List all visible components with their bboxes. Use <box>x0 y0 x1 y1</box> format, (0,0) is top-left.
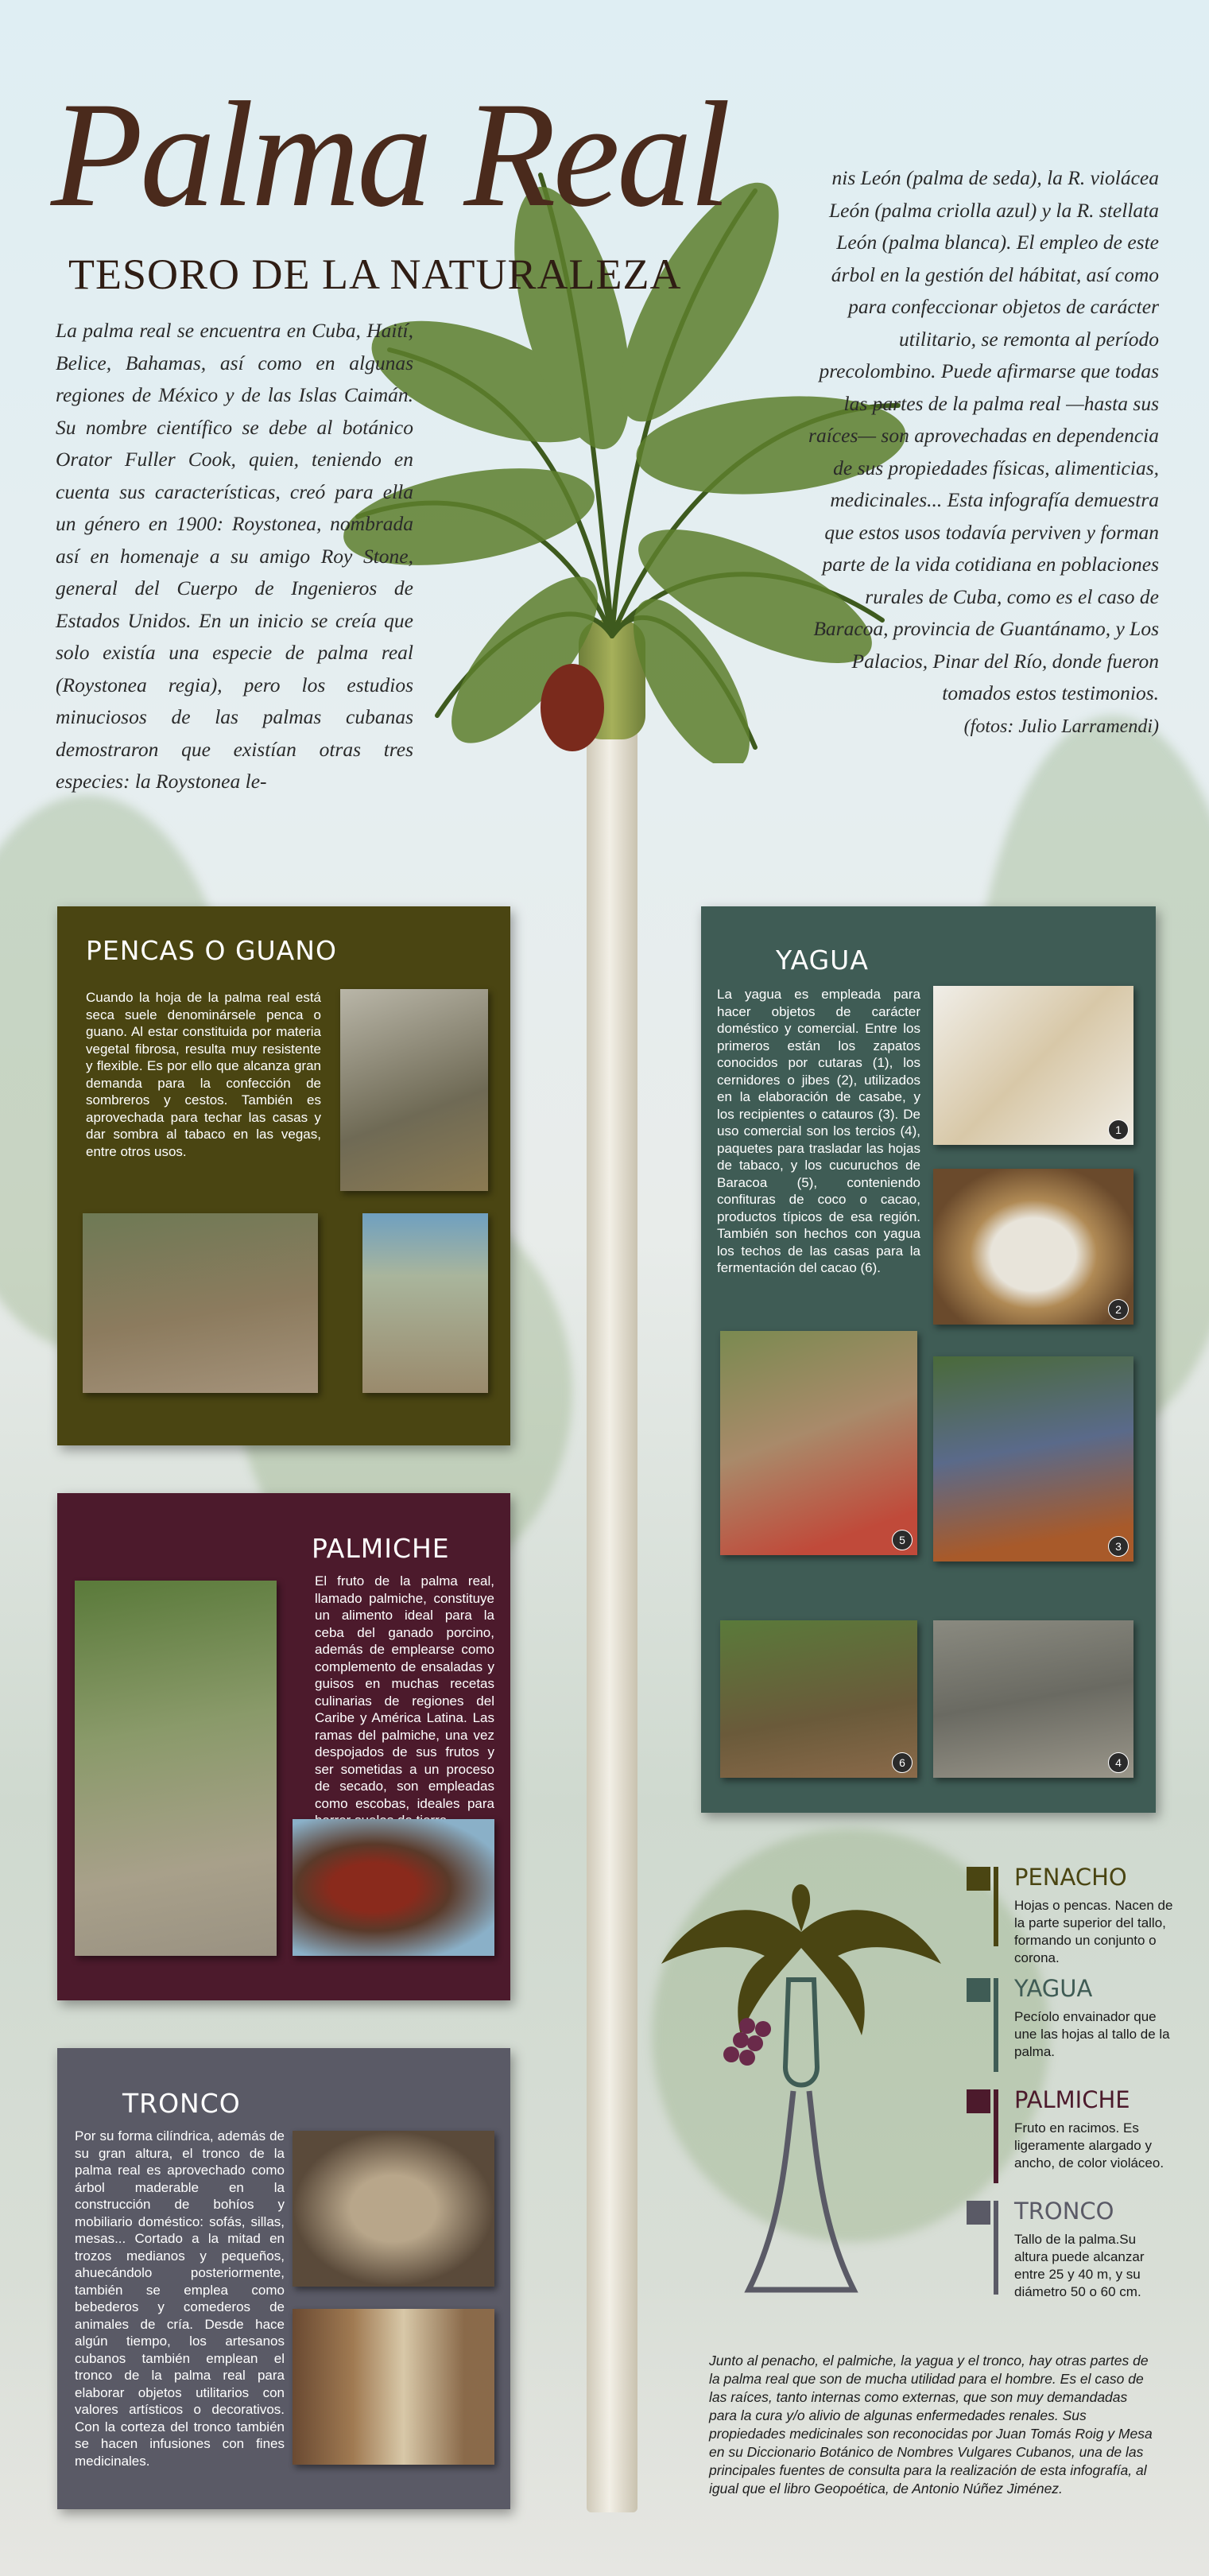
page-subtitle: TESORO DE LA NATURALEZA <box>68 250 682 298</box>
panel-yagua-text: La yagua es empleada para hacer objetos de carácter doméstico y comercial. Entre los primeros están los zapatos conocidos por cutaras (1), los cernidores o jibes (2), utilizados en la elaboración de casabe, y los recipientes o catauros (3). De uso comercial son los tercios (4), paquetes para trasladar las hojas de tabaco, y los cucuruchos de Baracoa (5), conteniendo confituras de coco o cacao, productos típicos de esa región. También son hechos con yagua los techos de las casas para la fermentación del cacao (6). <box>717 987 920 1275</box>
intro-text-right <box>803 162 1159 743</box>
legend-title-palmiche: PALMICHE <box>1014 2086 1130 2113</box>
photo-tercios <box>933 1620 1133 1778</box>
legend-bar-yagua <box>994 1978 998 2072</box>
footnote-text: Junto al penacho, el palmiche, la yagua y el tronco, hay otras partes de la palma real que son de mucha utilidad para el hombre. Es el caso de las raíces, tanto internas como externas, que son muy demandadas para la cura y/o alivio de algunas enfermedades renales. Sus propiedades medicinales son reconocidas por Juan Tomás Roig y Mesa en su Diccionario Botánico de Nombres Vulgares Cubanos, una de las principales fuentes de consulta para la realización de esta infografía, al igual que el libro Geopoética, de Antonio Núñez Jiménez. <box>709 2353 1153 2496</box>
legend-swatch-tronco <box>967 2201 990 2225</box>
panel-tronco-text: Por su forma cilíndrica, además de su gran altura, el tronco de la palma real es aprovechado como árbol maderable en la construcción de bohíos y mobiliario doméstico: sofás, sillas, mesas... Cortado a la mitad en trozos medianos y pequeños, ahuecándolo posteriormente, también se emplea como bebederos y comederos de animales de cría. Desde hace algún tiempo, los artesanos cubanos también emplean el tronco de la palma real para elaborar objetos utilitarios con valores artísticos o decorativos. Con la corteza del tronco también se hacen infusiones con fines medicinales. <box>75 2128 285 2469</box>
photo-cacao-roof <box>720 1620 917 1778</box>
photo-cucurucho <box>720 1331 917 1555</box>
legend-title-penacho: PENACHO <box>1014 1864 1127 1891</box>
photo-catauro <box>933 1356 1133 1562</box>
photo-number-1: 1 <box>1108 1119 1129 1140</box>
panel-pencas <box>57 906 510 1445</box>
photo-number-6: 6 <box>892 1752 913 1773</box>
legend-title-yagua: YAGUA <box>1014 1975 1093 2002</box>
legend-bar-palmiche <box>994 2089 998 2183</box>
panel-tronco <box>57 2048 510 2509</box>
panel-palmiche-text: El fruto de la palma real, llamado palmiche, constituye un alimento ideal para la ceba del ganado porcino, además de emplearse como complemento de ensaladas y guisos en muchas recetas culinarias de regiones del Caribe y América Latina. Las ramas del palmiche, una vez despojados de sus frutos y ser sometidas a un proceso de secado, son empleadas como escobas, ideales para <box>315 1573 494 1811</box>
photo-artisan-doorway <box>293 2309 494 2465</box>
photo-number-3: 3 <box>1108 1536 1129 1557</box>
photo-number-2: 2 <box>1108 1299 1129 1320</box>
intro-text-left: La palma real se encuentra en Cuba, Haití, Belice, Bahamas, así como en algunas regiones de México y de las Islas Caimán. Su nombre científico se debe al botánico Orator Fuller Cook, quien, teniendo en cuenta sus características, creó para ella un género en 1900: Roystonea, nombrada así en homenaje a su amigo Roy Stone, general del Cuerpo de Ingenieros de Estados Unidos. En un inicio se creía que solo existía una especie de palma real (Roystonea regia), pero los estudios minuciosos de las palmas cubanas demostraron que existían otras tres especies: la Roystonea le- <box>56 319 413 793</box>
photo-palmiche-fruits <box>293 1819 494 1956</box>
panel-palmiche-title: PALMICHE <box>312 1533 450 1564</box>
legend-desc-yagua: Pecíolo envainador que une las hojas al tallo de la palma. <box>1014 2009 1170 2059</box>
legend-swatch-penacho <box>967 1867 990 1891</box>
palm-diagram-icon <box>645 1860 963 2306</box>
legend-title-tronco: TRONCO <box>1014 2198 1114 2225</box>
legend-desc-penacho: Hojas o pencas. Nacen de la parte superior del tallo, formando un conjunto o corona. <box>1014 1898 1173 1965</box>
photo-cernidor <box>933 1169 1133 1325</box>
panel-tronco-title: TRONCO <box>122 2088 241 2119</box>
legend-swatch-yagua <box>967 1978 990 2002</box>
legend-desc-palmiche: Fruto en racimos. Es ligeramente alargado y ancho, de color violáceo. <box>1014 2120 1164 2171</box>
photo-number-4: 4 <box>1108 1752 1129 1773</box>
photo-palm-table <box>293 2131 494 2287</box>
photo-hat-maker <box>340 989 488 1191</box>
legend-swatch-palmiche <box>967 2089 990 2113</box>
legend-bar-tronco <box>994 2201 998 2295</box>
panel-yagua <box>701 906 1156 1813</box>
photo-woman-sweeping <box>75 1581 277 1956</box>
panel-palmiche <box>57 1493 510 2000</box>
photo-cutaras <box>933 986 1133 1145</box>
photo-woman-weaving <box>362 1213 488 1393</box>
panel-pencas-title: PENCAS O GUANO <box>86 935 337 966</box>
page-title: Palma Real <box>51 72 728 239</box>
palm-trunk <box>587 700 637 2512</box>
intro-text-right-body: nis León (palma de seda), la R. violácea León (palma criolla azul) y la R. stellata León (palma blanca). El empleo de este árbol en la gestión del hábitat, así como para confeccionar objetos de carácter utilitario, se remonta al período precolombino. Puede afirmarse que todas las partes de la palma real —hasta sus raíces— son aprovechadas en dependencia de sus propiedades físicas, alimenticias, medicinales... Esta infografía demuestra que estos usos todavía perviven y forman parte de la vida cotidiana en poblaciones rurales de Cuba, como es el caso de Baracoa, provincia de Guantánamo, y Los Palacios, Pinar del Río, donde fueron tomados estos testimonios. <box>808 166 1159 704</box>
photo-basket-weaver <box>83 1213 318 1393</box>
panel-yagua-title: YAGUA <box>776 945 869 976</box>
legend-bar-penacho <box>994 1867 998 1946</box>
legend-desc-tronco: Tallo de la palma.Su altura puede alcanzar entre 25 y 40 m, y su diámetro 50 o 60 cm. <box>1014 2232 1145 2299</box>
photo-number-5: 5 <box>892 1530 913 1550</box>
photo-credit: (fotos: Julio Larramendi) <box>963 716 1159 737</box>
panel-pencas-text: Cuando la hoja de la palma real está seca suele denominársele penca o guano. Al estar constituida por materia vegetal fibrosa, resulta muy resistente y flexible. Es por ello que alcanza gran demanda para la confección de sombreros y cestos. También es aprovechada para techar las casas y dar sombra al tabaco en las vegas, entre otros usos. <box>86 990 321 1159</box>
